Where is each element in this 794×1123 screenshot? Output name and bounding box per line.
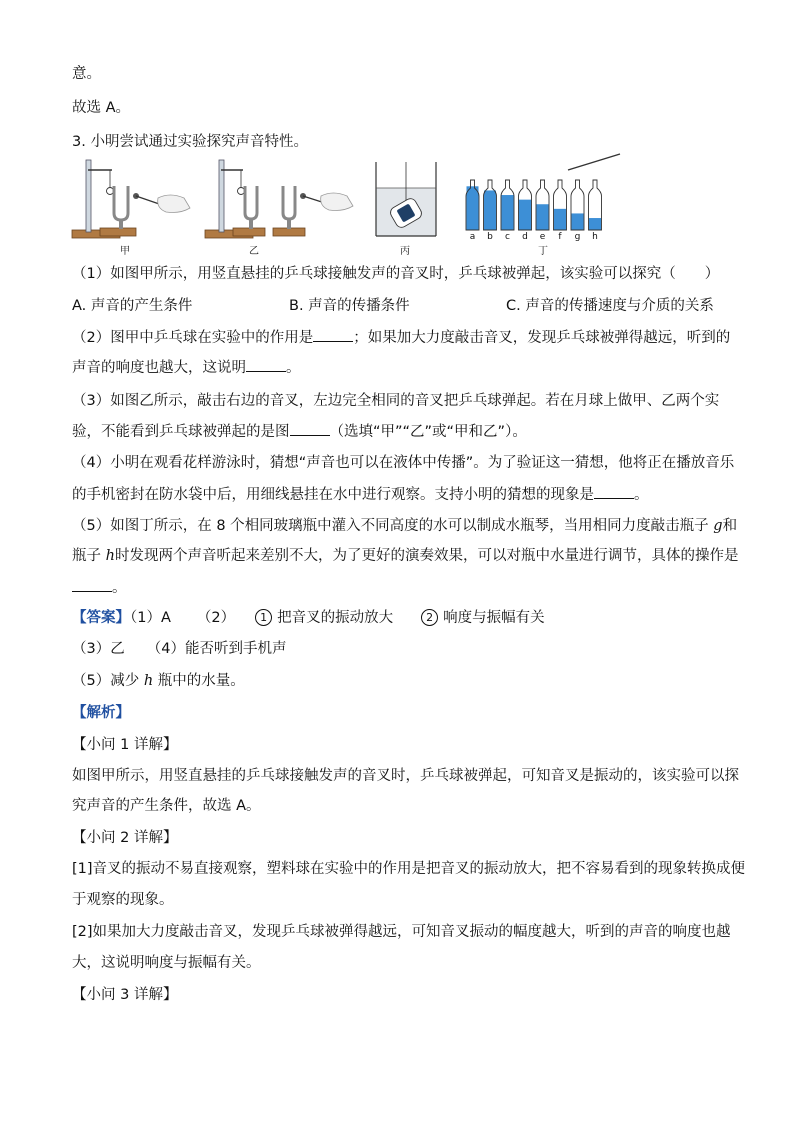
- answer-4: （4）能否听到手机声: [146, 641, 287, 657]
- answer-3: （3）乙: [72, 641, 125, 657]
- q2-blank-2[interactable]: [246, 357, 286, 372]
- question-part-5-line-3: [72, 577, 127, 598]
- q5-var-h: h: [105, 548, 115, 564]
- bottle-label-b: b: [487, 232, 493, 242]
- analysis-sub-2-title: 【小问 2 详解】: [72, 830, 178, 846]
- figure-bing: [372, 160, 440, 240]
- analysis-sub-2-p1-line-1: [1]音叉的振动不易直接观察，塑料球在实验中的作用是把音叉的振动放大，把不容易看到的现象转换成便: [72, 861, 746, 877]
- q5-var-g: g: [713, 518, 723, 534]
- prev-text-1: 意。: [72, 66, 101, 82]
- analysis-sub-2-p2-line-2: 大，这说明响度与振幅有关。: [72, 955, 261, 971]
- bottle-g: [571, 180, 584, 230]
- caption-bing: 丙: [400, 246, 410, 257]
- q2-text-b: ；如果加大力度敲击音叉，发现乒乓球被弹得越远，听到的: [353, 330, 731, 346]
- question-part-4-line-1: （4）小明在观看花样游泳时，猜想“声音也可以在液体中传播”。为了验证这一猜想，他将正在播放音乐: [72, 455, 735, 471]
- answer-5-a: （5）减少: [72, 673, 144, 689]
- bottle-c: [501, 180, 514, 230]
- q5-text-e: 。: [112, 580, 127, 596]
- bottle-label-d: d: [522, 232, 528, 242]
- q2-text-a: （2）图甲中乒乓球在实验中的作用是: [72, 330, 314, 346]
- answer-2-prefix: （2）: [196, 610, 236, 626]
- q5-blank[interactable]: [72, 577, 112, 592]
- bottle-a: [466, 180, 479, 230]
- bottle-label-c: c: [505, 232, 510, 242]
- figure-jia: [70, 158, 195, 246]
- bottle-label-f: f: [558, 232, 562, 242]
- option-a: A. 声音的产生条件: [72, 298, 193, 314]
- q3-blank[interactable]: [290, 421, 330, 436]
- bottle-b: [484, 180, 497, 230]
- answer-line-2: [72, 639, 286, 659]
- question-title: 3. 小明尝试通过实验探究声音特性。: [72, 134, 308, 150]
- analysis-label: 【解析】: [72, 705, 130, 721]
- option-b: B. 声音的传播条件: [289, 298, 410, 314]
- q3-text-a: 验，不能看到乒乓球被弹起的是图: [72, 424, 290, 440]
- question-part-4-line-2: [72, 484, 649, 505]
- circled-number-2: 2: [421, 609, 438, 626]
- question-part-1: （1）如图甲所示，用竖直悬挂的乒乓球接触发声的音叉时，乒乓球被弹起，该实验可以探究（ ）: [72, 266, 720, 282]
- circled-number-1: 1: [255, 609, 272, 626]
- question-part-2-line-2: [72, 357, 301, 378]
- analysis-sub-1-title: 【小问 1 详解】: [72, 737, 178, 753]
- q2-blank-1[interactable]: [313, 327, 353, 342]
- question-part-3-line-1: （3）如图乙所示，敲击右边的音叉，左边完全相同的音叉把乒乓球弹起。若在月球上做甲、乙两个实: [72, 393, 720, 409]
- bottle-h: [589, 180, 602, 230]
- caption-jia: 甲: [120, 246, 130, 257]
- q5-text-d: 时发现两个声音听起来差别不大，为了更好的演奏效果，可以对瓶中水量进行调节，具体的操作是: [114, 548, 739, 564]
- answer-label: 【答案】: [72, 610, 130, 626]
- bottle-f: [554, 180, 567, 230]
- caption-yi: 乙: [249, 246, 259, 257]
- answer-line-3: [72, 671, 245, 691]
- q4-text-a: 的手机密封在防水袋中后，用细线悬挂在水中进行观察。支持小明的猜想的现象是: [72, 487, 594, 503]
- q5-text-a: （5）如图丁所示，在 8 个相同玻璃瓶中灌入不同高度的水可以制成水瓶琴，当用相同力度敲击瓶子: [72, 518, 714, 534]
- q4-blank[interactable]: [594, 484, 634, 499]
- analysis-sub-1-line-2: 究声音的产生条件，故选 A。: [72, 798, 261, 814]
- q2-text-d: 。: [286, 360, 301, 376]
- q2-text-c: 声音的响度也越大，这说明: [72, 360, 246, 376]
- answer-2-part-1: 把音叉的振动放大: [277, 610, 394, 626]
- analysis-sub-1-line-1: 如图甲所示，用竖直悬挂的乒乓球接触发声的音叉时，乒乓球被弹起，可知音叉是振动的，该实验可以探: [72, 768, 739, 784]
- bottle-label-h: h: [592, 232, 598, 242]
- analysis-sub-3-title: 【小问 3 详解】: [72, 987, 178, 1003]
- q3-text-b: （选填“甲”“乙”或“甲和乙”）。: [329, 424, 527, 440]
- prev-text-2: 故选 A。: [72, 100, 131, 116]
- answer-5-var: h: [143, 673, 154, 689]
- bottle-set: [462, 150, 622, 232]
- answer-5-b: 瓶中的水量。: [153, 673, 245, 689]
- analysis-sub-2-p2-line-1: [2]如果加大力度敲击音叉，发现乒乓球被弹得越远，可知音叉振动的幅度越大，听到的声音的响度也越: [72, 924, 731, 940]
- bottle-label-a: a: [469, 232, 476, 242]
- bottle-label-g: g: [574, 232, 581, 242]
- q4-text-b: 。: [634, 487, 649, 503]
- q5-text-b: 和: [722, 518, 738, 534]
- question-part-5-line-2: [72, 546, 738, 566]
- answer-line-1: [72, 608, 545, 628]
- analysis-sub-2-p1-line-2: 于观察的现象。: [72, 892, 174, 908]
- question-part-2-line-1: [72, 327, 730, 348]
- question-part-5-line-1: [72, 516, 737, 536]
- caption-ding: 丁: [538, 246, 548, 257]
- bottle-e: [536, 180, 549, 230]
- figure-yi: [203, 158, 363, 246]
- question-part-3-line-2: [72, 421, 527, 442]
- answer-2-part-2: 响度与振幅有关: [443, 610, 545, 626]
- answer-1: （1）A: [130, 610, 171, 626]
- bottle-d: [519, 180, 532, 230]
- bottle-label-e: e: [539, 232, 546, 242]
- q5-text-c: 瓶子: [72, 548, 106, 564]
- option-c: C. 声音的传播速度与介质的关系: [506, 298, 714, 314]
